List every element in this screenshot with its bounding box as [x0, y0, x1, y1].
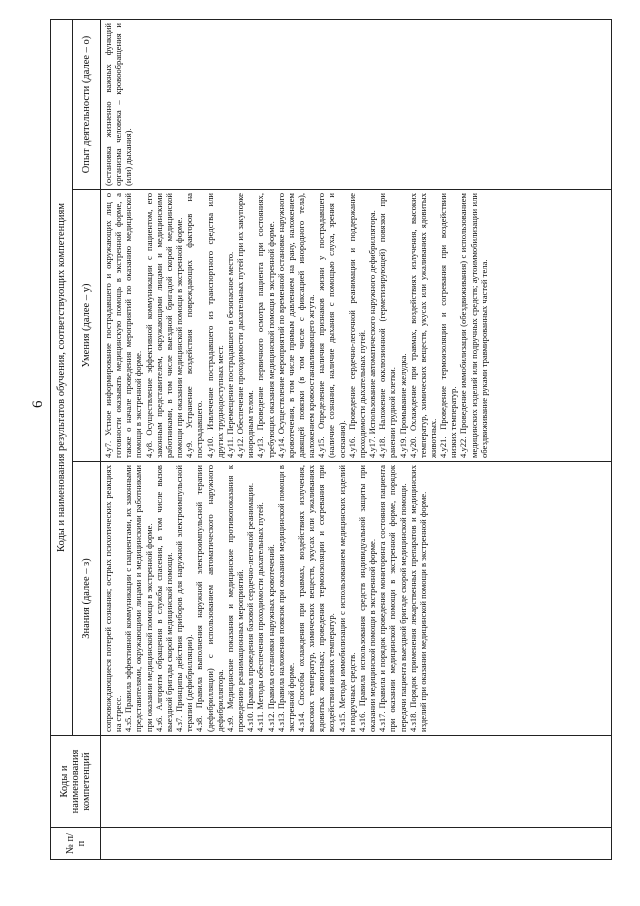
skill-item: 4.у18. Наложение окклюзионной (герметизирующей) повязки при ранении грудной клетки.: [377, 193, 398, 458]
header-row-2: [73, 19, 101, 859]
knowledge-item: 4.з18. Порядок применения лекарственных препаратов и медицинских изделий при оказании медицинской помощи в экстренной форме.: [407, 465, 428, 732]
skill-item: 4.у9. Устранение воздействия повреждающих факторов на пострадавшего.: [184, 193, 205, 458]
skill-item: 4.у20. Охлаждение при травмах, воздействиях излучения, высоких температур, химических веществ, укусах или ужаливаниях ядовитых животных.: [407, 193, 438, 458]
knowledge-item: 4.з7. Принципы действия приборов для наружной электроимпульсной терапии (дефибрилляции).: [174, 465, 195, 732]
skill-item: 4.у16. Проведение сердечно-легочной реанимации и поддержание проходимости дыхательных путей.: [346, 193, 367, 458]
header-results-group: Коды и наименования результатов обучения, соответствующих компетенциям: [51, 19, 73, 735]
experience-item: (остановка жизненно важных функций организма человека – кровообращения и (или) дыхания).: [103, 22, 134, 186]
cell-skills: [101, 190, 612, 462]
header-num: № п/п: [51, 828, 101, 860]
skill-item: 4.у15. Определение наличия признаков жизни у пострадавшего (наличие сознания, наличие дыхания с помощью слуха, зрения и осязания).: [316, 193, 347, 458]
skill-item: 4.у17. Использование автоматического наружного дефибриллятора.: [367, 210, 378, 458]
header-experience: Опыт деятельности (далее – о): [73, 19, 101, 189]
cell-num: [101, 828, 612, 860]
cell-knowledge: [101, 462, 612, 736]
knowledge-item: 4.з11. Методы обеспечения проходимости дыхательных путей.: [255, 502, 266, 732]
knowledge-item: сопровождающиеся потерей сознания; острых психотических реакциях на стресс.: [103, 465, 124, 732]
skill-item: 4.у13. Проведение первичного осмотра пациента при состояниях, требующих оказания медицинской помощи в экстренной форме.: [255, 193, 276, 458]
knowledge-item: 4.з13. Правила наложения повязок при оказании медицинской помощи в экстренной форме.: [275, 465, 296, 732]
knowledge-item: 4.з17. Правила и порядок проведения мониторинга состояния пациента при оказании медицинской помощи в экстренной форме, порядок передачи пациента выездной бригаде скорой медицинской помощи.: [377, 465, 408, 732]
competency-table: [50, 19, 612, 860]
skill-item: 4.у11. Перемещение пострадавшего в безопасное место.: [224, 251, 235, 458]
skill-item: 4.у12. Обеспечение проходимости дыхательных путей при их закупорке инородным телом.: [235, 193, 256, 458]
skill-item: 4.у19. Промывание желудка.: [397, 353, 408, 458]
skill-item: 4.у10. Извлечение пострадавшего из транспортного средства или других труднодоступных мест.: [204, 193, 225, 458]
table-row: [101, 19, 612, 859]
skill-item: 4.у8. Осуществление эффективной коммуникации с пациентом, его законным представителем, окружающими лицами и медицинскими работниками, в том числе выездной бригадой скорой медицинской помощи при оказании медицинской помощи в экстренной форме.: [143, 193, 185, 458]
skill-item: 4.у14. Осуществление мероприятий по временной остановке наружного кровотечения, в том числе прямым давлением на рану, наложением давящей повязки (в том числе с фиксацией инородного тела), наложением кровоостанавливающего жгута.: [275, 193, 317, 458]
header-row-1: [51, 19, 73, 859]
skill-item: 4.у21. Проведение термоизоляции и согревания при воздействии низких температур.: [438, 193, 459, 458]
rotated-page: [26, 20, 612, 860]
header-code: Коды и наименования компетенций: [51, 736, 101, 828]
knowledge-item: 4.з15. Методы иммобилизации с использованием медицинских изделий и подручных средств.: [336, 465, 357, 732]
knowledge-item: 4.з10. Правила проведения базовой сердечно-легочной реанимации.: [245, 482, 256, 732]
knowledge-item: 4.з14. Способы охлаждения при травмах, воздействиях излучения, высоких температур, химических веществ, укусах или ужаливаниях ядовитых животных; проведения термоизоляции и согревания при воздействии низких температур.: [295, 465, 337, 732]
knowledge-item: 4.з5. Правила эффективной коммуникации с пациентами, их законными представителями, окружающими лицами и медицинскими работниками при оказании медицинской помощи в экстренной форме.: [123, 465, 154, 732]
cell-experience: [101, 19, 612, 189]
skill-item: 4.у7. Устное информирование пострадавшего и окружающих лиц о готовности оказывать медицинскую помощь в экстренной форме, а также о начале проведения мероприятий по оказанию медицинской помощи в экстренной форме.: [103, 193, 144, 458]
knowledge-item: 4.з8. Правила выполнения наружной электроимпульсной терапии (дефибрилляции) с использованием автоматического наружного дефибриллятора.: [194, 465, 225, 732]
header-knowledge: Знания (далее – з): [73, 462, 101, 736]
cell-code: [101, 736, 612, 828]
header-skills: Умения (далее – у): [73, 190, 101, 462]
knowledge-item: 4.з16. Правила использования средств индивидуальной защиты при оказании медицинской помощи в экстренной форме.: [356, 465, 378, 732]
knowledge-item: 4.з9. Медицинские показания и медицинские противопоказания к проведению реанимационных мероприятий.: [224, 465, 246, 732]
knowledge-item: 4.з12. Правила остановки наружных кровотечений.: [265, 544, 276, 732]
skill-item: 4.у22. Проведение иммобилизации (обездвиживания) с использованием медицинских изделий или подручных средств; аутоиммобилизации или обездвиживание руками травмированных частей тела.: [458, 193, 489, 458]
knowledge-item: 4.з6. Алгоритм обращения в службы спасения, в том числе вызов выездной бригады скорой медицинской помощи.: [153, 465, 174, 732]
page-number: 6: [30, 400, 46, 408]
